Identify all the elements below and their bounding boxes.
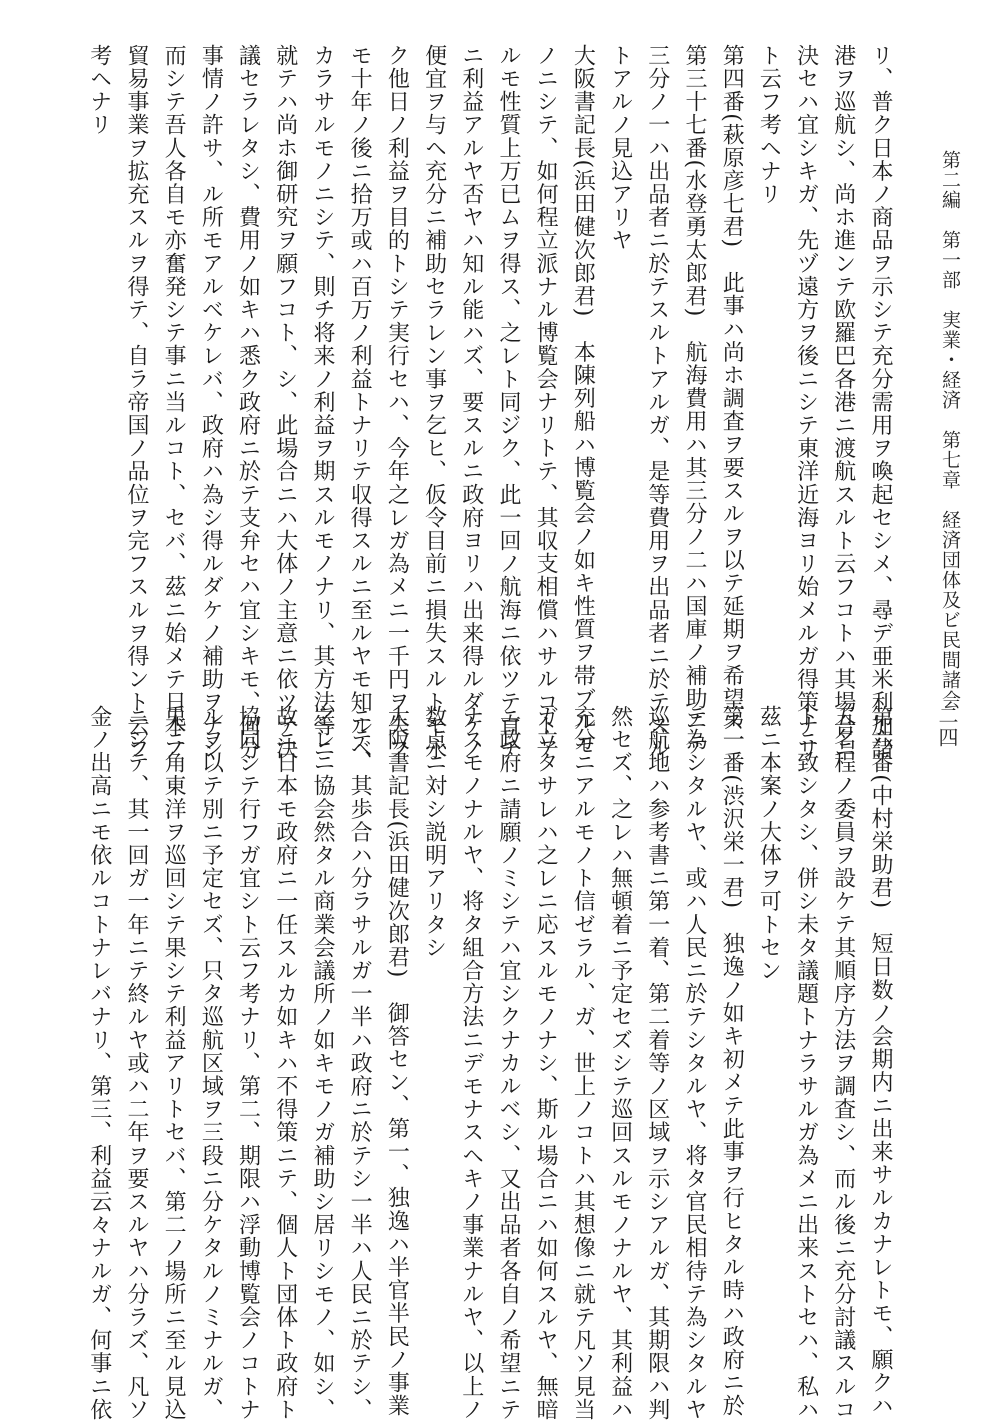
- text-column: ニ政府ニ請願ノミシテハ宜シクナカルベシ、又出品者各自ノ希望ニテ: [495, 705, 521, 1421]
- text-column: 港ヲ巡航シ、尚ホ進ンテ欧羅巴各港ニ渡航スルト云フコトハ其場合ニ: [830, 44, 856, 761]
- page-number: 二四: [935, 705, 959, 749]
- text-column: 然セズ、之レハ無頓着ニ予定セズシテ巡回スルモノナルヤ、其利益ハ: [607, 705, 633, 1421]
- text-column: トアルノ見込アリヤ: [607, 44, 633, 252]
- lower-text-block: [67, 705, 899, 1421]
- text-column: 決セハ宜シキガ、先ヅ遠方ヲ後ニシテ東洋近海ヨリ始メルガ得策ナリ: [793, 44, 819, 761]
- text-column: ク他日ノ利益ヲ目的トシテ実行セハ、今年之レガ為メニ一千円ヲ失フ: [384, 44, 410, 761]
- text-column: 第三十七番(水登勇太郎君) 航海費用ハ其三分ノ二ハ国庫ノ補助ニテ: [681, 44, 707, 757]
- text-column: ガ立タサレハ之レニ応スルモノナシ、斯ル場合ニハ如何スルヤ、無暗: [533, 705, 559, 1421]
- text-column: リ、普ク日本ノ商品ヲ示シテ充分需用ヲ喚起セシメ、尋デ亜米利加諸: [868, 44, 893, 761]
- text-column: 而シテ吾人各自モ亦奮発シテ事ニ当ルコト、セバ、茲ニ始メテ日本ノ: [161, 44, 187, 761]
- text-column: モ十年ノ後ニ拾万或ハ百万ノ利益トナリテ収得スルニ至ルヤモ知ルベ: [347, 44, 373, 761]
- text-column: ト云フ考ヘナリ: [756, 44, 782, 206]
- text-column: 便宜ヲ与ヘ充分ニ補助セラレン事ヲ乞ヒ、仮令目前ニ損失スルトモ永: [421, 44, 447, 761]
- text-column: 三分ノ一ハ出品者ニ於テスルトアルガ、是等費用ヲ出品者ニ於テスル: [644, 44, 670, 761]
- text-column: 考ヘナリ: [86, 44, 112, 137]
- text-column: ニ利益アルヤ否ヤハ知ル能ハズ、要スルニ政府ヨリハ出来得ルダケノ: [458, 44, 484, 761]
- text-column: テ為シタルヤ、或ハ人民ニ於テシタルヤ、将タ官民相待テ為シタルヤ: [681, 705, 707, 1421]
- text-column: 五名程ノ委員ヲ設ケテ其順序方法ヲ調査シ、而ル後ニ充分討議スルコ: [830, 705, 856, 1421]
- text-column: ナスモノナルヤ、将タ組合方法ニデモナスヘキノ事業ナルヤ、以上ノ: [458, 705, 484, 1421]
- text-column: 議セラレタシ、費用ノ如キハ悉ク政府ニ於テ支弁セハ宜シキモ、何分: [235, 44, 261, 761]
- text-column: ノニシテ、如何程立派ナル博覧会ナリトテ、其収支相償ハサルコトア: [533, 44, 559, 761]
- text-column: 第一番(渋沢栄一君) 独逸ノ如キ初メテ此事ヲ行ヒタル時ハ政府ニ於: [719, 705, 745, 1418]
- text-column: トニ致シタシ、併シ未タ議題トナラサルガ為メニ出来ストセハ、私ハ: [793, 705, 819, 1421]
- text-column: 之レニ協会然タル商業会議所ノ如キモノガ補助シ居リシモノ、如シ、: [309, 705, 335, 1421]
- text-column: ニシテ、其一回ガ一年ニテ終ルヤ或ハ二年ヲ要スルヤハ分ラズ、凡ソ: [123, 705, 149, 1421]
- text-column: 茲ニ本案ノ大体ヲ可トセン: [756, 705, 782, 983]
- text-column: 充分ニアルモノト信ゼラル、ガ、世上ノコトハ其想像ニ就テ凡ソ見当: [570, 705, 596, 1421]
- text-column: 故ニ日本モ政府ニ一任スルカ如キハ不得策ニテ、個人ト団体ト政府ト: [272, 705, 298, 1421]
- text-column: 兎ニ角東洋ヲ巡回シテ果シテ利益アリトセバ、第二ノ場所ニ至ル見込: [161, 705, 187, 1421]
- text-column: 第六番(中村栄助君) 短日数ノ会期内ニ出来サルカナレトモ、願クハ: [868, 705, 893, 1418]
- text-column: 大阪書記長(浜田健次郎君) 御答セン、第一、独逸ハ半官半民ノ事業: [384, 705, 410, 1418]
- text-column: カラサルモノニシテ、則チ将来ノ利益ヲ期スルモノナリ、其方法等ニ: [309, 44, 335, 761]
- text-column: 協同シテ行フガ宜シト云フ考ナリ、第二、期限ハ浮動博覧会ノコトナ: [235, 705, 261, 1421]
- text-column: 巡航地ハ参考書ニ第一着、第二着等ノ区域ヲ示シアルガ、其期限ハ判: [644, 705, 670, 1421]
- text-column: 第四番(萩原彦七君) 此事ハ尚ホ調査ヲ要スルヲ以テ延期ヲ希望ス: [719, 44, 745, 734]
- upper-text-block: [67, 44, 899, 761]
- text-column: ニテ、其歩合ハ分ラサルガ一半ハ政府ニ於テシ一半ハ人民ニ於テシ、: [347, 705, 373, 1421]
- text-column: 数点ニ対シ説明アリタシ: [421, 705, 447, 960]
- running-head: 第二編 第一部 実業・経済 第七章 経済団体及ビ民間諸会: [939, 150, 961, 710]
- text-column: 貿易事業ヲ拡充スルヲ得テ、自ラ帝国ノ品位ヲ完フスルヲ得ント云フ: [123, 44, 149, 761]
- text-column: 就テハ尚ホ御研究ヲ願フコト、シ、此場合ニハ大体ノ主意ニ依ツテ決: [272, 44, 298, 761]
- text-column: ルヲ以テ別ニ予定セズ、只タ巡航区域ヲ三段ニ分ケタルノミナルガ、: [198, 705, 224, 1421]
- text-column: 金ノ出高ニモ依ルコトナレバナリ、第三、利益云々ナルガ、何事ニ依: [86, 705, 112, 1421]
- text-column: 事情ノ許サ、ル所モアルベケレバ、政府ハ為シ得ルダケノ補助ヲナシ: [198, 44, 224, 761]
- text-column: ルモ性質上万已ムヲ得ス、之レト同ジク、此一回ノ航海ニ依ツテ直チ: [495, 44, 521, 761]
- text-column: 大阪書記長(浜田健次郎君) 本陳列船ハ博覧会ノ如キ性質ヲ帯ブルモ: [570, 44, 596, 757]
